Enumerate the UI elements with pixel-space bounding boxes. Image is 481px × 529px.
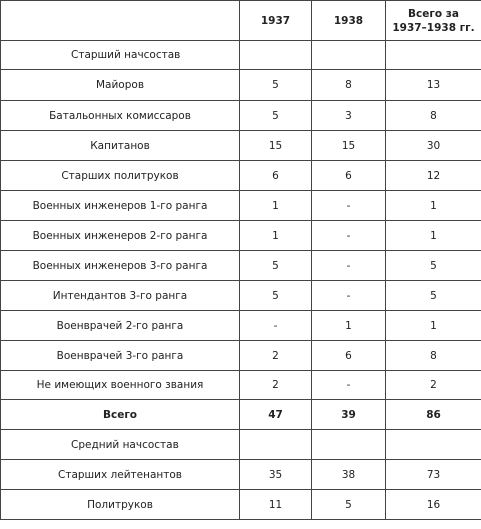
cell-1938 — [312, 430, 386, 460]
cell-1937: 5 — [240, 281, 312, 311]
row-label-cell: Военврачей 2-го ранга — [1, 311, 240, 341]
cell-1937: 5 — [240, 101, 312, 131]
cell-1938: - — [312, 221, 386, 251]
row-label-cell: Батальонных комиссаров — [1, 101, 240, 131]
cell-1938: 3 — [312, 101, 386, 131]
table-row — [1, 101, 481, 131]
cell-1938: - — [312, 191, 386, 221]
cell-1937: 5 — [240, 70, 312, 101]
cell-1938: 6 — [312, 341, 386, 371]
total-row — [1, 400, 481, 430]
cell-total: 8 — [386, 341, 481, 371]
cell-1938: 39 — [312, 400, 386, 430]
cell-total: 16 — [386, 490, 481, 520]
table-row — [1, 161, 481, 191]
cell-1937: 15 — [240, 131, 312, 161]
cell-1937: 1 — [240, 191, 312, 221]
row-label-cell: Политруков — [1, 490, 240, 520]
header-cell-1938: 1938 — [312, 1, 386, 41]
cell-total: 5 — [386, 281, 481, 311]
cell-total: 12 — [386, 161, 481, 191]
row-label-cell: Старших лейтенантов — [1, 460, 240, 490]
cell-1937: 11 — [240, 490, 312, 520]
cell-1938: - — [312, 281, 386, 311]
cell-1937 — [240, 430, 312, 460]
cell-1938: - — [312, 371, 386, 400]
row-label-cell: Военврачей 3-го ранга — [1, 341, 240, 371]
cell-total — [386, 41, 481, 70]
cell-1937: 1 — [240, 221, 312, 251]
row-label-cell: Всего — [1, 400, 240, 430]
cell-total: 13 — [386, 70, 481, 101]
cell-1937: - — [240, 311, 312, 341]
cell-1937 — [240, 41, 312, 70]
cell-1938: - — [312, 251, 386, 281]
row-label-cell: Майоров — [1, 70, 240, 101]
table-row — [1, 311, 481, 341]
cell-1937: 2 — [240, 371, 312, 400]
cell-1938 — [312, 41, 386, 70]
row-label-cell: Не имеющих военного звания — [1, 371, 240, 400]
table-row — [1, 371, 481, 400]
cell-total: 5 — [386, 251, 481, 281]
cell-total: 2 — [386, 371, 481, 400]
cell-1937: 47 — [240, 400, 312, 430]
table-row — [1, 191, 481, 221]
row-label-cell: Военных инженеров 3-го ранга — [1, 251, 240, 281]
cell-1938: 1 — [312, 311, 386, 341]
cell-1937: 2 — [240, 341, 312, 371]
cell-total: 1 — [386, 221, 481, 251]
cell-total — [386, 430, 481, 460]
cell-total: 1 — [386, 311, 481, 341]
section-row — [1, 41, 481, 70]
table-row — [1, 131, 481, 161]
cell-total: 8 — [386, 101, 481, 131]
header-row — [1, 1, 481, 41]
header-cell-label — [1, 1, 240, 41]
cell-total: 73 — [386, 460, 481, 490]
row-label-cell: Средний начсостав — [1, 430, 240, 460]
row-label-cell: Старший начсостав — [1, 41, 240, 70]
table-row — [1, 490, 481, 520]
cell-total: 86 — [386, 400, 481, 430]
cell-1938: 8 — [312, 70, 386, 101]
cell-1938: 15 — [312, 131, 386, 161]
header-cell-1937: 1937 — [240, 1, 312, 41]
table-row — [1, 70, 481, 101]
cell-1937: 35 — [240, 460, 312, 490]
row-label-cell: Военных инженеров 1-го ранга — [1, 191, 240, 221]
table-row — [1, 341, 481, 371]
cell-1938: 5 — [312, 490, 386, 520]
row-label-cell: Капитанов — [1, 131, 240, 161]
row-label-cell: Старших политруков — [1, 161, 240, 191]
table-row — [1, 460, 481, 490]
cell-1937: 5 — [240, 251, 312, 281]
cell-total: 1 — [386, 191, 481, 221]
header-cell-total: Всего за 1937–1938 гг. — [386, 1, 481, 41]
section-row — [1, 430, 481, 460]
table-row — [1, 281, 481, 311]
cell-1938: 6 — [312, 161, 386, 191]
cell-1938: 38 — [312, 460, 386, 490]
row-label-cell: Военных инженеров 2-го ранга — [1, 221, 240, 251]
row-label-cell: Интендантов 3-го ранга — [1, 281, 240, 311]
table-row — [1, 221, 481, 251]
cell-1937: 6 — [240, 161, 312, 191]
cell-total: 30 — [386, 131, 481, 161]
table-row — [1, 251, 481, 281]
